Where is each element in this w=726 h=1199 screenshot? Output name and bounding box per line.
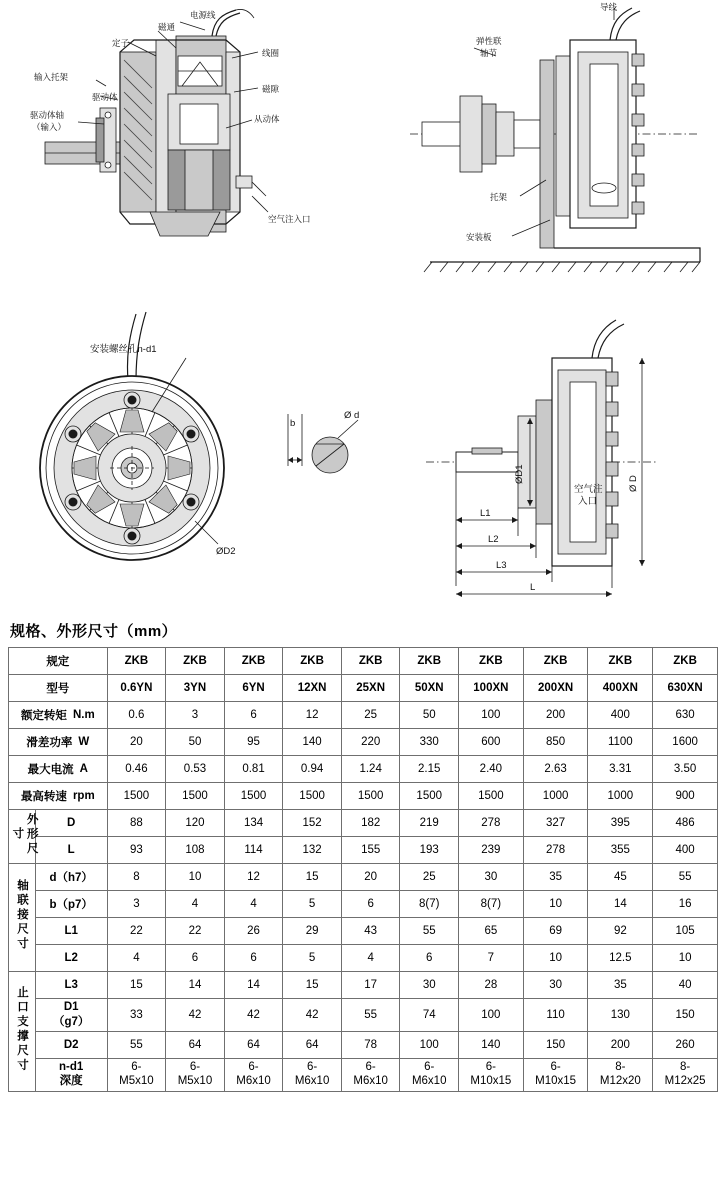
cell: 92	[588, 918, 653, 945]
cell: 219	[400, 810, 459, 837]
cell: 22	[107, 918, 166, 945]
cell: 0.81	[224, 756, 283, 783]
table-row	[9, 945, 718, 972]
cell: 1500	[459, 783, 524, 810]
group-label-outline: 外形尺寸	[9, 810, 36, 864]
cell: 8(7)	[400, 891, 459, 918]
table-row	[9, 810, 718, 837]
spec-table	[8, 647, 718, 1092]
table-header-row-2	[9, 675, 718, 702]
cell: 74	[400, 999, 459, 1032]
cell: 327	[523, 810, 588, 837]
cell: 152	[283, 810, 342, 837]
label-l2: L2	[488, 534, 499, 545]
table-row	[9, 1032, 718, 1059]
cell: 12.5	[588, 945, 653, 972]
cell: 43	[341, 918, 400, 945]
cell: 10	[166, 864, 225, 891]
cell: 200	[588, 1032, 653, 1059]
cell: 6- M10x15	[523, 1059, 588, 1092]
cell: 35	[523, 864, 588, 891]
cell: 10	[523, 945, 588, 972]
cell: 50	[166, 729, 225, 756]
model-cell-6: ZKB	[459, 648, 524, 675]
label-l: L	[530, 582, 536, 593]
cell: 0.53	[166, 756, 225, 783]
cell: 12	[224, 864, 283, 891]
model-variant-7: 200XN	[523, 675, 588, 702]
label-b: b	[290, 418, 296, 429]
cell: 78	[341, 1032, 400, 1059]
table-row	[9, 756, 718, 783]
table-row	[9, 864, 718, 891]
cell: 220	[341, 729, 400, 756]
cell: 3.31	[588, 756, 653, 783]
figure-mounting	[400, 0, 726, 290]
cell: 35	[588, 972, 653, 999]
model-cell-2: ZKB	[224, 648, 283, 675]
label-drive-shaft: 驱动体轴	[30, 110, 65, 120]
cell: 120	[166, 810, 225, 837]
cell: 4	[166, 891, 225, 918]
cell: 30	[523, 972, 588, 999]
cell: 3	[166, 702, 225, 729]
row-label-D: D	[35, 810, 107, 837]
cell: 105	[653, 918, 718, 945]
cell: 4	[107, 945, 166, 972]
row-label-max-current: 最大电流	[27, 764, 74, 776]
row-label-max-speed: 最高转速	[20, 791, 67, 803]
model-variant-1: 3YN	[166, 675, 225, 702]
row-unit-torque: N.m	[72, 709, 95, 721]
figure-side-view	[396, 296, 726, 606]
svg-text:入口: 入口	[578, 496, 598, 507]
cell: 132	[283, 837, 342, 864]
cell: 600	[459, 729, 524, 756]
cell: 900	[653, 783, 718, 810]
model-cell-7: ZKB	[523, 648, 588, 675]
cell: 14	[588, 891, 653, 918]
cell: 6	[341, 891, 400, 918]
label-power-cord: 电源线	[190, 10, 216, 20]
label-elastic-coupling: 弹性联	[476, 36, 502, 46]
cell: 1500	[283, 783, 342, 810]
cell: 29	[283, 918, 342, 945]
table-row	[9, 972, 718, 999]
cell: 6	[166, 945, 225, 972]
cell: 16	[653, 891, 718, 918]
table-row	[9, 999, 718, 1032]
cell: 0.6	[107, 702, 166, 729]
row-unit-max-speed: rpm	[72, 790, 95, 802]
label-driven-body: 从动体	[254, 114, 280, 124]
cell: 14	[166, 972, 225, 999]
row-label-torque: 额定转矩	[20, 710, 67, 722]
label-phi-d1: ØD1	[514, 464, 525, 484]
cell: 278	[523, 837, 588, 864]
cell: 100	[459, 702, 524, 729]
row-unit-max-current: A	[79, 763, 88, 775]
cell: 200	[523, 702, 588, 729]
cell: 1500	[166, 783, 225, 810]
label-l3: L3	[496, 560, 507, 571]
cell: 25	[400, 864, 459, 891]
cell: 7	[459, 945, 524, 972]
table-title: 规格、外形尺寸（mm）	[10, 623, 178, 640]
figure-key-detail	[272, 400, 382, 510]
cell: 20	[341, 864, 400, 891]
cell: 100	[400, 1032, 459, 1059]
cell: 8	[107, 864, 166, 891]
cell: 26	[224, 918, 283, 945]
label-phi-d: Ø d	[344, 410, 360, 421]
row-label-L2: L2	[35, 945, 107, 972]
cell: 55	[107, 1032, 166, 1059]
label-phi-d-big: Ø D	[628, 475, 639, 492]
table-row	[9, 891, 718, 918]
model-variant-2: 6YN	[224, 675, 283, 702]
cell: 3.50	[653, 756, 718, 783]
cell: 15	[107, 972, 166, 999]
cell: 155	[341, 837, 400, 864]
cell: 6- M6x10	[224, 1059, 283, 1092]
cell: 55	[400, 918, 459, 945]
cell: 330	[400, 729, 459, 756]
model-cell-8: ZKB	[588, 648, 653, 675]
label-l1: L1	[480, 508, 491, 519]
cell: 182	[341, 810, 400, 837]
header-spec-label: 规定	[9, 648, 108, 675]
cell: 64	[283, 1032, 342, 1059]
cell: 8- M12x25	[653, 1059, 718, 1092]
cell: 150	[653, 999, 718, 1032]
cell: 42	[166, 999, 225, 1032]
cell: 17	[341, 972, 400, 999]
cell: 1500	[224, 783, 283, 810]
cell: 4	[341, 945, 400, 972]
cell: 486	[653, 810, 718, 837]
cell: 65	[459, 918, 524, 945]
cell: 15	[283, 972, 342, 999]
model-variant-4: 25XN	[341, 675, 400, 702]
label-air-inlet: 空气注入口	[268, 214, 311, 224]
cell: 400	[588, 702, 653, 729]
model-cell-9: ZKB	[653, 648, 718, 675]
cell: 1.24	[341, 756, 400, 783]
cell: 395	[588, 810, 653, 837]
cell: 134	[224, 810, 283, 837]
label-phi-d2: ØD2	[216, 546, 236, 557]
cell: 278	[459, 810, 524, 837]
cell: 6- M6x10	[283, 1059, 342, 1092]
label-lead-wire: 导线	[600, 2, 618, 12]
cell: 2.63	[523, 756, 588, 783]
row-label-nd1: n-d1 深度	[35, 1059, 107, 1092]
label-stator: 定子	[112, 38, 130, 48]
label-drive-body: 驱动体	[92, 92, 118, 102]
row-label-L: L	[35, 837, 107, 864]
row-label-d-h7: d（h7）	[35, 864, 107, 891]
svg-text:轴节: 轴节	[480, 48, 498, 58]
cell: 30	[459, 864, 524, 891]
cell: 40	[653, 972, 718, 999]
cell: 95	[224, 729, 283, 756]
model-cell-0: ZKB	[107, 648, 166, 675]
label-input-bracket: 输入托架	[34, 72, 69, 82]
cell: 50	[400, 702, 459, 729]
cell: 5	[283, 945, 342, 972]
label-magnetic-gap: 磁隙	[262, 84, 280, 94]
cell: 8- M12x20	[588, 1059, 653, 1092]
cell: 2.40	[459, 756, 524, 783]
row-label-L1: L1	[35, 918, 107, 945]
figure-cross-section	[0, 0, 340, 290]
cell: 6- M5x10	[166, 1059, 225, 1092]
cell: 64	[166, 1032, 225, 1059]
cell: 45	[588, 864, 653, 891]
model-variant-3: 12XN	[283, 675, 342, 702]
model-cell-3: ZKB	[283, 648, 342, 675]
cell: 850	[523, 729, 588, 756]
row-label-slip-power: 滑差功率	[26, 737, 73, 749]
model-variant-9: 630XN	[653, 675, 718, 702]
cell: 1000	[523, 783, 588, 810]
cell: 42	[224, 999, 283, 1032]
cell: 5	[283, 891, 342, 918]
cell: 400	[653, 837, 718, 864]
model-cell-4: ZKB	[341, 648, 400, 675]
cell: 64	[224, 1032, 283, 1059]
cell: 0.46	[107, 756, 166, 783]
cell: 1500	[107, 783, 166, 810]
svg-text:（输入）: （输入）	[32, 122, 67, 132]
cell: 14	[224, 972, 283, 999]
table-row	[9, 837, 718, 864]
cell: 150	[523, 1032, 588, 1059]
cell: 100	[459, 999, 524, 1032]
table-row	[9, 702, 718, 729]
row-unit-slip-power: W	[78, 736, 90, 748]
cell: 6	[224, 702, 283, 729]
cell: 6- M5x10	[107, 1059, 166, 1092]
row-label-D2: D2	[35, 1032, 107, 1059]
cell: 28	[459, 972, 524, 999]
table-header-row-1	[9, 648, 718, 675]
cell: 1500	[400, 783, 459, 810]
cell: 30	[400, 972, 459, 999]
model-variant-5: 50XN	[400, 675, 459, 702]
label-air-inlet-side: 空气注	[574, 484, 603, 495]
cell: 88	[107, 810, 166, 837]
cell: 6- M6x10	[341, 1059, 400, 1092]
group-label-shaft: 轴联接尺寸	[9, 864, 36, 972]
cell: 140	[283, 729, 342, 756]
cell: 69	[523, 918, 588, 945]
model-variant-8: 400XN	[588, 675, 653, 702]
row-label-L3: L3	[35, 972, 107, 999]
cell: 114	[224, 837, 283, 864]
cell: 1000	[588, 783, 653, 810]
table-row	[9, 783, 718, 810]
header-model-label: 型号	[9, 675, 108, 702]
row-label-b-p7: b（p7）	[35, 891, 107, 918]
cell: 10	[653, 945, 718, 972]
label-magnetic-flux: 磁通	[158, 22, 176, 32]
cell: 630	[653, 702, 718, 729]
cell: 193	[400, 837, 459, 864]
row-label-D1-g7: D1 （g7）	[35, 999, 107, 1032]
cell: 6- M6x10	[400, 1059, 459, 1092]
model-cell-5: ZKB	[400, 648, 459, 675]
cell: 108	[166, 837, 225, 864]
label-mounting-plate: 安装板	[466, 232, 492, 242]
table-row	[9, 1059, 718, 1092]
cell: 12	[283, 702, 342, 729]
cell: 2.15	[400, 756, 459, 783]
cell: 93	[107, 837, 166, 864]
cell: 140	[459, 1032, 524, 1059]
label-mounting-screw-hole: 安装螺丝孔n-d1	[90, 344, 157, 355]
cell: 8(7)	[459, 891, 524, 918]
label-bracket: 托架	[490, 192, 508, 202]
cell: 1100	[588, 729, 653, 756]
cell: 6	[224, 945, 283, 972]
model-variant-6: 100XN	[459, 675, 524, 702]
cell: 1500	[341, 783, 400, 810]
cell: 355	[588, 837, 653, 864]
cell: 4	[224, 891, 283, 918]
cell: 10	[523, 891, 588, 918]
cell: 20	[107, 729, 166, 756]
cell: 33	[107, 999, 166, 1032]
group-label-spigot: 止口支撑尺寸	[9, 972, 36, 1092]
cell: 55	[341, 999, 400, 1032]
cell: 0.94	[283, 756, 342, 783]
cell: 55	[653, 864, 718, 891]
cell: 22	[166, 918, 225, 945]
cell: 239	[459, 837, 524, 864]
cell: 42	[283, 999, 342, 1032]
figure-front-view	[10, 296, 270, 586]
cell: 6- M10x15	[459, 1059, 524, 1092]
cell: 1600	[653, 729, 718, 756]
label-coil: 线圈	[262, 48, 280, 58]
table-row	[9, 729, 718, 756]
cell: 15	[283, 864, 342, 891]
cell: 110	[523, 999, 588, 1032]
cell: 6	[400, 945, 459, 972]
model-cell-1: ZKB	[166, 648, 225, 675]
cell: 260	[653, 1032, 718, 1059]
cell: 25	[341, 702, 400, 729]
table-row	[9, 918, 718, 945]
cell: 130	[588, 999, 653, 1032]
model-variant-0: 0.6YN	[107, 675, 166, 702]
cell: 3	[107, 891, 166, 918]
